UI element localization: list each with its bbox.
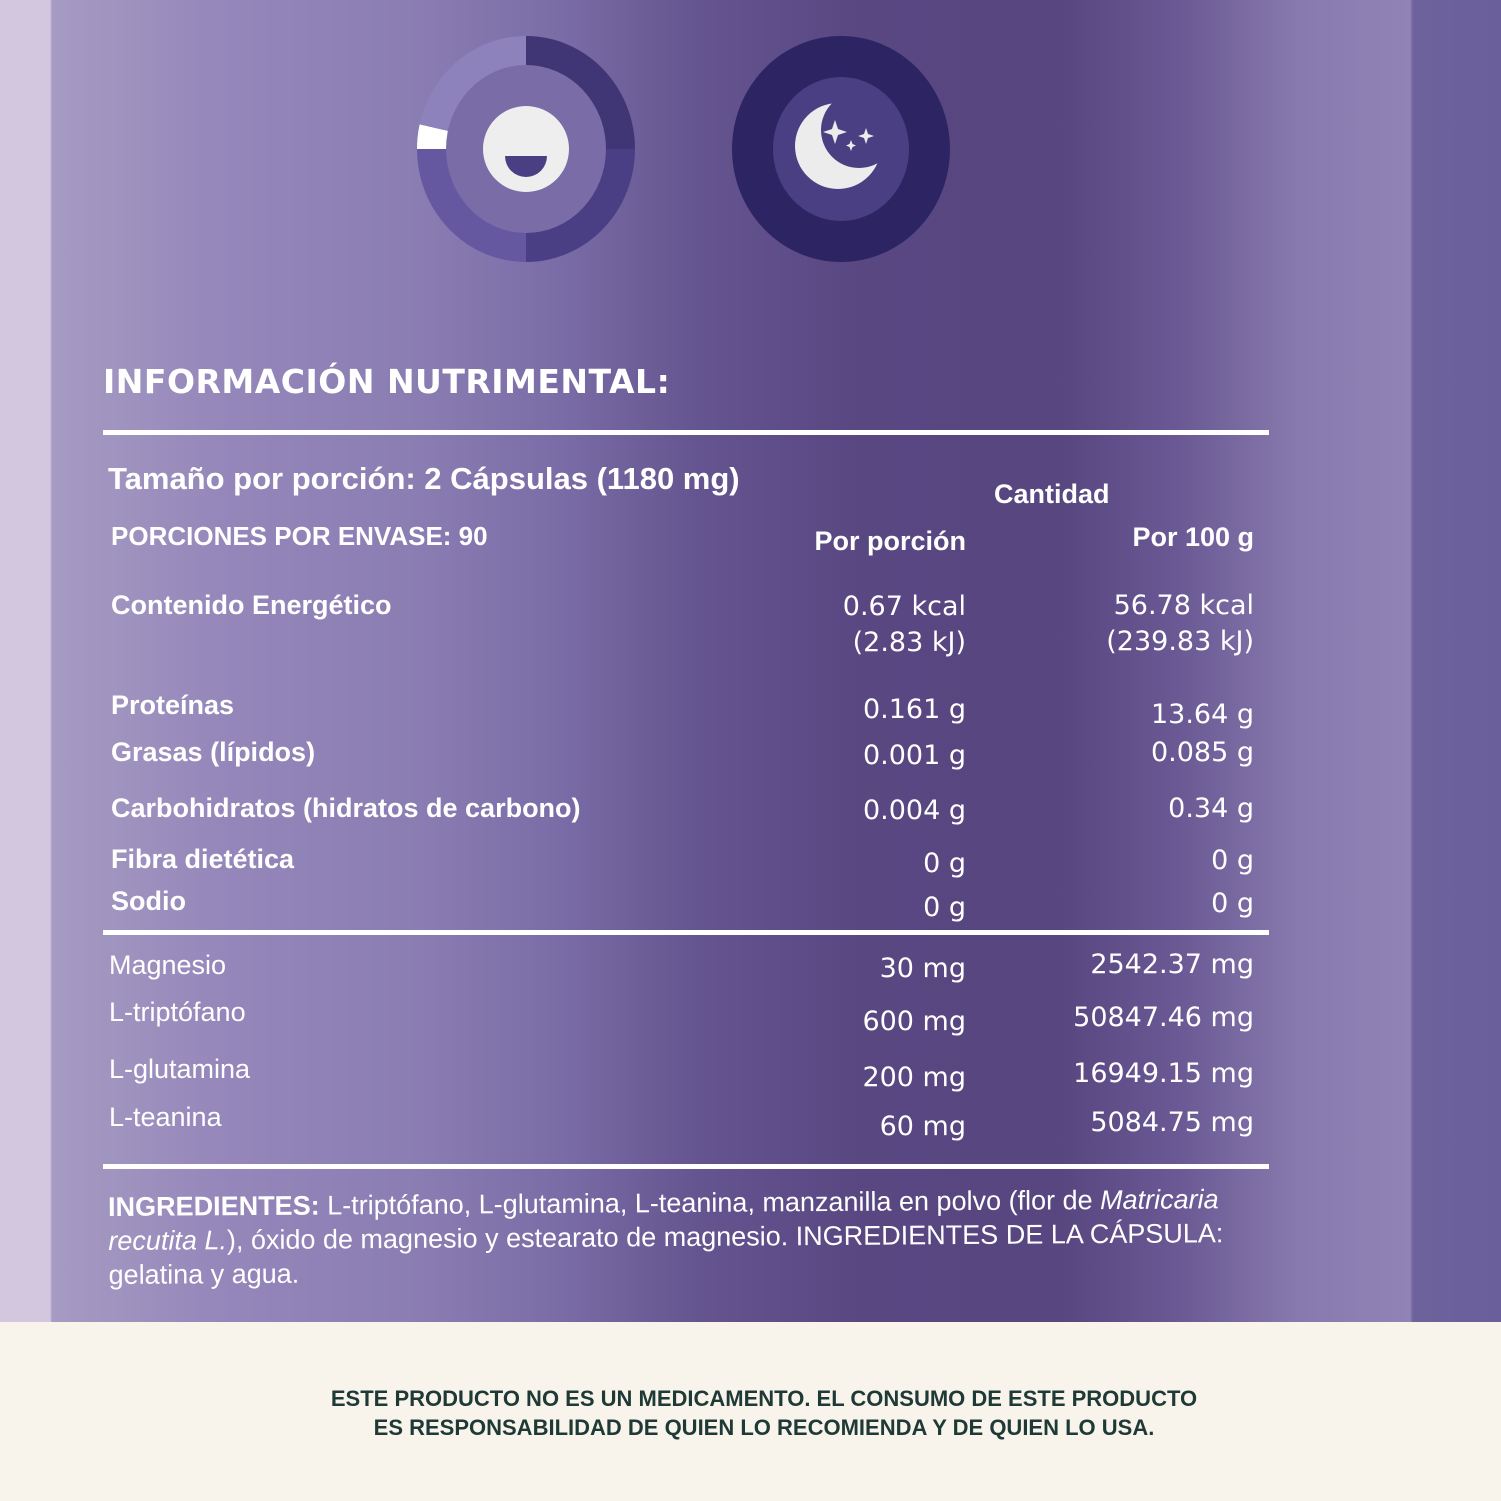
smiling-face-icon bbox=[417, 36, 635, 262]
servings-per-container: PORCIONES POR ENVASE: 90 bbox=[111, 521, 488, 551]
ingredients-list-part-2: ), óxido de magnesio y estearato de magnesio. INGREDIENTES DE LA CÁPSULA: gelatina y agua. bbox=[108, 1218, 1224, 1290]
nutrient-per-100g: 0.34 g bbox=[1168, 793, 1254, 824]
active-per-100g: 5084.75 mg bbox=[1090, 1107, 1254, 1138]
nutrient-per-100g: 13.64 g bbox=[1150, 699, 1254, 730]
nutrient-per-serving: 0.004 g bbox=[862, 795, 966, 826]
nutrient-label: Grasas (lípidos) bbox=[111, 737, 316, 767]
nutrient-per-serving: 0 g bbox=[923, 892, 966, 923]
ingredients-heading: INGREDIENTES: bbox=[108, 1190, 320, 1222]
active-per-serving: 200 mg bbox=[862, 1062, 966, 1093]
active-label: L-teanina bbox=[109, 1102, 222, 1132]
divider-top bbox=[103, 430, 1269, 435]
nutrient-label: Proteínas bbox=[111, 690, 235, 720]
energy-per-100g-kcal: 56.78 kcal bbox=[1113, 590, 1254, 621]
divider-middle bbox=[103, 930, 1269, 935]
header-amount: Cantidad bbox=[994, 479, 1110, 509]
header-per-serving: Por porción bbox=[814, 526, 966, 556]
active-per-serving: 600 mg bbox=[862, 1006, 966, 1037]
nutrient-per-100g: 0.085 g bbox=[1150, 737, 1254, 768]
nutrient-label: Sodio bbox=[111, 886, 186, 916]
active-label: L-glutamina bbox=[109, 1054, 251, 1084]
active-per-serving: 30 mg bbox=[879, 953, 966, 984]
nutrient-per-serving: 0 g bbox=[923, 848, 966, 879]
divider-bottom bbox=[103, 1164, 1269, 1169]
energy-per-100g-kj: (239.83 kJ) bbox=[1106, 626, 1254, 657]
ingredients-botanical-name: Matricaria recutita L. bbox=[108, 1184, 1219, 1256]
ingredients-list-part-1: L-triptófano, L-glutamina, L-teanina, manzanilla en polvo (flor de bbox=[319, 1185, 1101, 1221]
disclaimer bbox=[0, 1384, 1501, 1442]
mood-ring-badge bbox=[417, 36, 635, 262]
section-title: INFORMACIÓN NUTRIMENTAL: bbox=[103, 362, 671, 401]
nutrient-label: Carbohidratos (hidratos de carbono) bbox=[111, 793, 581, 823]
energy-label: Contenido Energético bbox=[111, 590, 392, 620]
ingredients-text bbox=[108, 1182, 1279, 1292]
nutrient-label: Fibra dietética bbox=[111, 844, 295, 874]
energy-per-serving-kcal: 0.67 kcal bbox=[842, 591, 966, 622]
nutrient-per-serving: 0.001 g bbox=[862, 740, 966, 771]
active-per-100g: 2542.37 mg bbox=[1090, 949, 1254, 980]
nutrient-per-serving: 0.161 g bbox=[862, 694, 966, 725]
active-per-serving: 60 mg bbox=[879, 1111, 966, 1142]
active-label: Magnesio bbox=[109, 950, 227, 980]
header-per-100g: Por 100 g bbox=[1132, 522, 1254, 552]
disclaimer-line-2: ES RESPONSABILIDAD DE QUIEN LO RECOMIENDA Y DE QUIEN LO USA. bbox=[373, 1415, 1155, 1440]
serving-size: Tamaño por porción: 2 Cápsulas (1180 mg) bbox=[108, 461, 740, 496]
nutrient-per-100g: 0 g bbox=[1211, 845, 1254, 876]
nutrient-per-100g: 0 g bbox=[1211, 888, 1254, 919]
active-per-100g: 50847.46 mg bbox=[1073, 1002, 1254, 1033]
sleep-ring-badge bbox=[732, 36, 950, 262]
active-per-100g: 16949.15 mg bbox=[1073, 1058, 1254, 1089]
active-label: L-triptófano bbox=[109, 997, 246, 1027]
disclaimer-line-1: ESTE PRODUCTO NO ES UN MEDICAMENTO. EL CONSUMO DE ESTE PRODUCTO bbox=[330, 1386, 1198, 1411]
crescent-moon-stars-icon bbox=[732, 36, 950, 262]
energy-per-serving-kj: (2.83 kJ) bbox=[852, 627, 966, 658]
